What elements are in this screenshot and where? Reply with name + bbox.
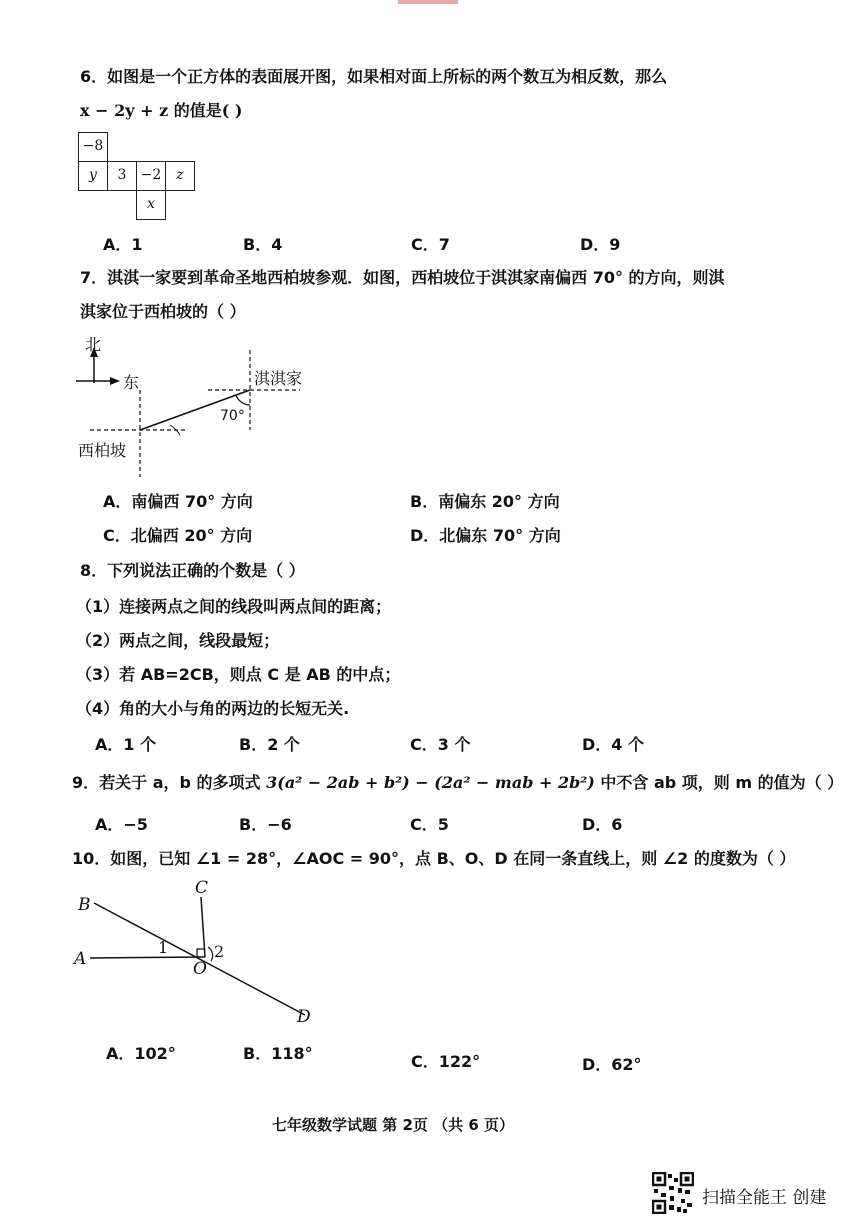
net-cell-z: z	[165, 161, 195, 191]
q8-stem: 8．下列说法正确的个数是（ ）	[80, 561, 305, 580]
q6-stem-line1: 6．如图是一个正方体的表面展开图，如果相对面上所标的两个数互为相反数，那么	[80, 67, 668, 86]
home-label: 淇淇家	[254, 369, 303, 388]
q7-option-a[interactable]: A．南偏西 70° 方向	[103, 492, 253, 511]
q9-stem-pre: 9．若关于 a，b 的多项式	[72, 773, 267, 792]
label-angle-2: 2	[214, 942, 225, 961]
q8-option-c[interactable]: C．3 个	[410, 735, 471, 754]
q7-option-b[interactable]: B．南偏东 20° 方向	[410, 492, 560, 511]
net-cell-y: y	[78, 161, 108, 191]
east-label: 东	[123, 373, 140, 392]
q8-statement-4: （4）角的大小与角的两边的长短无关.	[76, 699, 350, 718]
q6-option-c[interactable]: C．7	[411, 235, 450, 254]
label-o: O	[193, 959, 207, 979]
scanner-watermark: 扫描全能王 创建	[702, 1188, 827, 1208]
q8-option-d[interactable]: D．4 个	[582, 735, 644, 754]
q8-option-a[interactable]: A．1 个	[95, 735, 157, 754]
q8-statement-2: （2）两点之间，线段最短；	[76, 631, 280, 650]
q6-option-d[interactable]: D．9	[580, 235, 621, 254]
q8-statement-3: （3）若 AB=2CB，则点 C 是 AB 的中点；	[76, 665, 401, 684]
q6-option-b[interactable]: B．4	[243, 235, 283, 254]
label-c: C	[195, 878, 209, 898]
q10-option-c[interactable]: C．122°	[411, 1052, 481, 1071]
net-cell-top: −8	[78, 132, 108, 162]
q9-option-c[interactable]: C．5	[410, 815, 449, 834]
label-a: A	[74, 949, 87, 969]
q9-option-a[interactable]: A．−5	[95, 815, 148, 834]
north-label: 北	[85, 335, 102, 354]
top-edge-mark	[398, 0, 458, 4]
q7-stem-line1: 7．淇淇一家要到革命圣地西柏坡参观．如图，西柏坡位于淇淇家南偏西 70° 的方向，则淇	[80, 268, 725, 287]
angle-figure	[70, 875, 330, 1035]
q10-stem: 10．如图，已知 ∠1 = 28°，∠AOC = 90°，点 B、O、D 在同一条直线上，则 ∠2 的度数为（ ）	[72, 849, 796, 868]
q10-option-b[interactable]: B．118°	[243, 1044, 313, 1063]
label-angle-1: 1	[158, 938, 169, 957]
label-b: B	[78, 895, 91, 915]
q9-option-b[interactable]: B．−6	[239, 815, 292, 834]
q6-stem-line2: x − 2y + z 的值是( )	[80, 101, 243, 120]
q10-option-a[interactable]: A．102°	[106, 1044, 176, 1063]
qr-code-icon	[652, 1172, 694, 1214]
net-cell-minus2: −2	[136, 161, 166, 191]
q7-stem-line2: 淇家位于西柏坡的（ ）	[80, 302, 246, 321]
q9-formula: 3(a² − 2ab + b²) − (2a² − mab + 2b²)	[266, 773, 595, 792]
q7-option-d[interactable]: D．北偏东 70° 方向	[410, 526, 561, 545]
xibaipo-label: 西柏坡	[78, 441, 127, 460]
q9-stem	[72, 770, 843, 793]
label-d: D	[297, 1007, 311, 1027]
direction-figure	[60, 325, 340, 485]
q7-option-c[interactable]: C．北偏西 20° 方向	[103, 526, 253, 545]
net-cell-x: x	[136, 190, 166, 220]
angle-70-label: 70°	[220, 408, 245, 424]
q9-stem-post: 中不含 ab 项，则 m 的值为（ ）	[594, 773, 844, 792]
q6-option-a[interactable]: A．1	[103, 235, 143, 254]
q8-option-b[interactable]: B．2 个	[239, 735, 300, 754]
q8-statement-1: （1）连接两点之间的线段叫两点间的距离；	[76, 597, 392, 616]
q10-option-d[interactable]: D．62°	[582, 1055, 642, 1074]
page-footer: 七年级数学试题 第 2页 （共 6 页）	[272, 1116, 514, 1134]
q9-option-d[interactable]: D．6	[582, 815, 623, 834]
net-cell-3: 3	[107, 161, 137, 191]
